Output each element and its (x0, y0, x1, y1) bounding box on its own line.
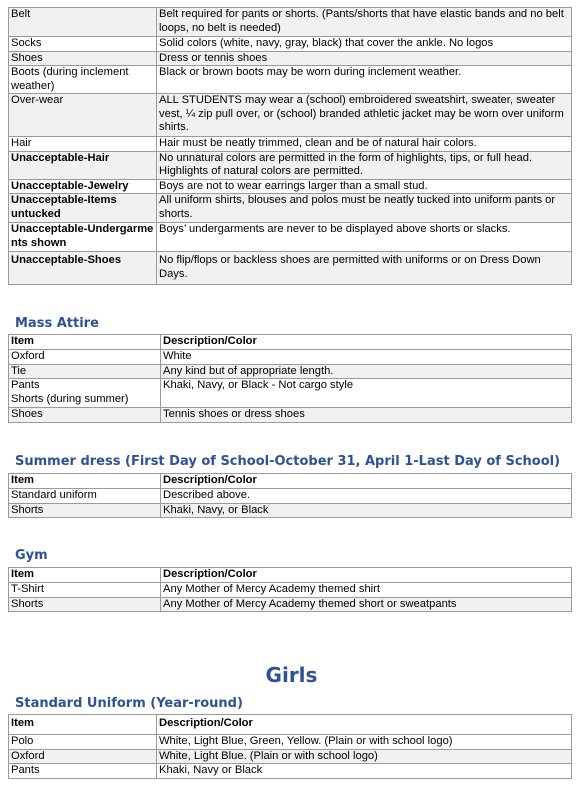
item-cell: Standard uniform (9, 489, 161, 504)
item-cell: Socks (9, 37, 157, 52)
description-cell: ALL STUDENTS may wear a (school) embroidered sweatshirt, sweater, sweater vest, ¼ zip pull over, or (school) branded athletic jacket may be worn over uniform shirts. (157, 94, 572, 137)
table-row (9, 749, 572, 764)
gym-table (8, 567, 572, 612)
summer-dress-heading: Summer dress (First Day of School-October 31, April 1-Last Day of School) (15, 454, 561, 469)
description-cell: Boys are not to wear earrings larger than a small stud. (157, 179, 572, 194)
description-cell: Any Mother of Mercy Academy themed short or sweatpants (161, 597, 572, 612)
summer-dress-table (8, 473, 572, 518)
description-cell: Tennis shoes or dress shoes (161, 408, 572, 423)
item-cell: Pants Shorts (during summer) (9, 379, 161, 408)
description-cell: Solid colors (white, navy, gray, black) that cover the ankle. No logos (157, 37, 572, 52)
table-header-row (9, 715, 572, 735)
table-row (9, 252, 572, 285)
column-header-item: Item (9, 474, 161, 489)
table-row (9, 151, 572, 179)
description-cell: White, Light Blue, Green, Yellow. (Plain or with school logo) (157, 735, 572, 750)
column-header-description: Description/Color (157, 715, 572, 735)
table-row (9, 597, 572, 612)
table-row (9, 583, 572, 598)
table-row (9, 489, 572, 504)
item-cell: Oxford (9, 749, 157, 764)
table-row (9, 408, 572, 423)
table-row (9, 94, 572, 137)
table-row (9, 350, 572, 365)
item-cell: Boots (during inclement weather) (9, 66, 157, 94)
description-cell: White, Light Blue. (Plain or with school logo) (157, 749, 572, 764)
description-cell: Boys’ undergarments are never to be displayed above shorts or slacks. (157, 223, 572, 252)
item-cell: T-Shirt (9, 583, 161, 598)
table-row (9, 223, 572, 252)
girls-uniform-table (8, 714, 572, 779)
table-row (9, 379, 572, 408)
standard-uniform-heading: Standard Uniform (Year-round) (15, 696, 243, 711)
item-cell: Unacceptable-Jewelry (9, 179, 157, 194)
column-header-description: Description/Color (161, 568, 572, 583)
item-cell: Shoes (9, 408, 161, 423)
table-header-row (9, 335, 572, 350)
description-cell: Khaki, Navy, or Black (161, 503, 572, 518)
item-cell: Belt (9, 8, 157, 37)
description-cell: Hair must be neatly trimmed, clean and be of natural hair colors. (157, 137, 572, 152)
description-cell: Khaki, Navy, or Black - Not cargo style (161, 379, 572, 408)
table-row (9, 51, 572, 66)
description-cell: Khaki, Navy or Black (157, 764, 572, 779)
item-cell: Unacceptable-Hair (9, 151, 157, 179)
description-cell: White (161, 350, 572, 365)
item-cell: Oxford (9, 350, 161, 365)
item-cell: Unacceptable-Items untucked (9, 194, 157, 223)
boys-uniform-table (8, 7, 572, 285)
table-header-row (9, 568, 572, 583)
girls-title: Girls (265, 663, 318, 687)
item-cell: Unacceptable-Shoes (9, 252, 157, 285)
description-cell: No flip/flops or backless shoes are permitted with uniforms or on Dress Down Days. (157, 252, 572, 285)
item-cell: Shorts (9, 503, 161, 518)
table-row (9, 503, 572, 518)
description-cell: All uniform shirts, blouses and polos must be neatly tucked into uniform pants or shorts. (157, 194, 572, 223)
item-cell: Shoes (9, 51, 157, 66)
item-cell: Polo (9, 735, 157, 750)
table-row (9, 364, 572, 379)
description-cell: No unnatural colors are permitted in the form of highlights, tips, or full head. Highlights of natural colors are permitted. (157, 151, 572, 179)
column-header-item: Item (9, 715, 157, 735)
table-row (9, 179, 572, 194)
column-header-description: Description/Color (161, 335, 572, 350)
item-cell: Hair (9, 137, 157, 152)
column-header-item: Item (9, 568, 161, 583)
item-cell: Over-wear (9, 94, 157, 137)
column-header-item: Item (9, 335, 161, 350)
description-cell: Described above. (161, 489, 572, 504)
gym-heading: Gym (15, 548, 48, 563)
table-row (9, 194, 572, 223)
table-row (9, 37, 572, 52)
column-header-description: Description/Color (161, 474, 572, 489)
description-cell: Dress or tennis shoes (157, 51, 572, 66)
table-row (9, 137, 572, 152)
mass-attire-table (8, 334, 572, 423)
table-row (9, 66, 572, 94)
item-cell: Pants (9, 764, 157, 779)
table-row (9, 764, 572, 779)
description-cell: Belt required for pants or shorts. (Pants/shorts that have elastic bands and no belt loops, no belt is needed) (157, 8, 572, 37)
item-cell: Tie (9, 364, 161, 379)
table-header-row (9, 474, 572, 489)
mass-attire-heading: Mass Attire (15, 316, 99, 331)
item-cell: Shorts (9, 597, 161, 612)
table-row (9, 8, 572, 37)
table-row (9, 735, 572, 750)
description-cell: Any Mother of Mercy Academy themed shirt (161, 583, 572, 598)
description-cell: Black or brown boots may be worn during inclement weather. (157, 66, 572, 94)
item-cell: Unacceptable-Undergarments shown (9, 223, 157, 252)
description-cell: Any kind but of appropriate length. (161, 364, 572, 379)
